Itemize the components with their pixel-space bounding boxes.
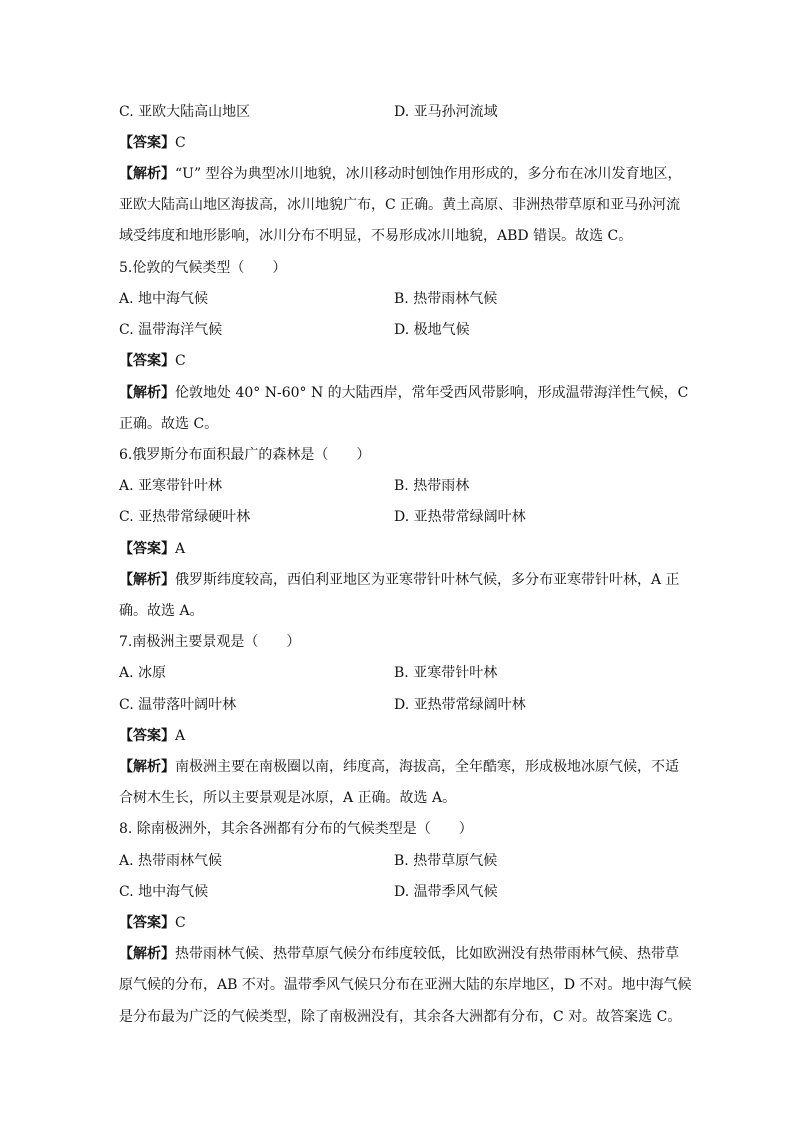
- answer-value: C: [175, 353, 186, 369]
- q5-answer: [119, 353, 186, 369]
- q7-option-d: D. 亚热带常绿阔叶林: [394, 697, 526, 713]
- analysis-text: “U” 型谷为典型冰川地貌，冰川移动时刨蚀作用形成的，多分布在冰川发育地区，: [175, 166, 682, 182]
- q6-answer: [119, 541, 185, 557]
- analysis-tag: 【解析】: [119, 759, 175, 775]
- q4-option-c: C. 亚欧大陆高山地区: [119, 104, 251, 120]
- q8-analysis-line-1: [119, 946, 679, 962]
- answer-tag: 【答案】: [119, 728, 175, 744]
- q8-stem: 8. 除南极洲外，其余各洲都有分布的气候类型是（ ）: [119, 821, 473, 837]
- answer-value: C: [175, 915, 186, 931]
- q8-option-a: A. 热带雨林气候: [119, 853, 223, 869]
- q6-option-c: C. 亚热带常绿硬叶林: [119, 509, 251, 525]
- q7-stem: 7.南极洲主要景观是（ ）: [119, 634, 301, 650]
- q5-analysis-line-2: 正确。故选 C。: [119, 416, 219, 432]
- q7-option-b: B. 亚寒带针叶林: [394, 665, 498, 681]
- answer-value: C: [175, 135, 186, 151]
- analysis-tag: 【解析】: [119, 572, 175, 588]
- q5-option-a: A. 地中海气候: [119, 291, 209, 307]
- q7-option-a: A. 冰原: [119, 665, 167, 681]
- answer-value: A: [175, 541, 186, 557]
- q6-stem: 6.俄罗斯分布面积最广的森林是（ ）: [119, 447, 371, 463]
- analysis-tag: 【解析】: [119, 946, 175, 962]
- q5-analysis-line-1: [119, 385, 688, 401]
- answer-tag: 【答案】: [119, 135, 175, 151]
- analysis-tag: 【解析】: [119, 166, 175, 182]
- q4-option-d: D. 亚马孙河流域: [394, 104, 498, 120]
- q6-analysis-line-1: [119, 572, 680, 588]
- q5-option-c: C. 温带海洋气候: [119, 322, 223, 338]
- q7-option-c: C. 温带落叶阔叶林: [119, 697, 237, 713]
- q7-answer: [119, 728, 185, 744]
- q8-analysis-line-2: 原气候的分布，AB 不对。温带季风气候只分布在亚洲大陆的东岸地区，D 不对。地中海气候: [119, 977, 692, 993]
- q5-option-b: B. 热带雨林气候: [394, 291, 498, 307]
- q8-analysis-line-3: 是分布最为广泛的气候类型，除了南极洲没有，其余各大洲都有分布，C 对。故答案选 C。: [119, 1009, 682, 1025]
- q6-option-b: B. 热带雨林: [394, 478, 470, 494]
- analysis-text: 热带雨林气候、热带草原气候分布纬度较低，比如欧洲没有热带雨林气候、热带草: [175, 946, 679, 962]
- answer-tag: 【答案】: [119, 915, 175, 931]
- q6-option-a: A. 亚寒带针叶林: [119, 478, 223, 494]
- q7-analysis-line-2: 合树木生长，所以主要景观是冰原，A 正确。故选 A。: [119, 790, 457, 806]
- q4-analysis-line-2: 亚欧大陆高山地区海拔高，冰川地貌广布，C 正确。黄土高原、非洲热带草原和亚马孙河流: [119, 197, 681, 213]
- q5-stem: 5.伦敦的气候类型（ ）: [119, 260, 287, 276]
- analysis-text: 南极洲主要在南极圈以南，纬度高，海拔高，全年酷寒，形成极地冰原气候，不适: [175, 759, 679, 775]
- q8-option-c: C. 地中海气候: [119, 884, 209, 900]
- answer-value: A: [175, 728, 186, 744]
- q8-option-b: B. 热带草原气候: [394, 853, 498, 869]
- q6-option-d: D. 亚热带常绿阔叶林: [394, 509, 526, 525]
- q8-answer: [119, 915, 186, 931]
- analysis-tag: 【解析】: [119, 385, 175, 401]
- q4-analysis-line-3: 域受纬度和地形影响，冰川分布不明显，不易形成冰川地貌，ABD 错误。故选 C。: [119, 228, 633, 244]
- q7-analysis-line-1: [119, 759, 679, 775]
- q6-analysis-line-2: 确。故选 A。: [119, 603, 204, 619]
- analysis-text: 俄罗斯纬度较高，西伯利亚地区为亚寒带针叶林气候，多分布亚寒带针叶林，A 正: [175, 572, 680, 588]
- analysis-text: 伦敦地处 40° N-60° N 的大陆西岸，常年受西风带影响，形成温带海洋性气候，C: [175, 385, 689, 401]
- answer-tag: 【答案】: [119, 541, 175, 557]
- answer-tag: 【答案】: [119, 353, 175, 369]
- q8-option-d: D. 温带季风气候: [394, 884, 498, 900]
- q5-option-d: D. 极地气候: [394, 322, 470, 338]
- q4-analysis-line-1: [119, 166, 682, 182]
- q4-answer: [119, 135, 186, 151]
